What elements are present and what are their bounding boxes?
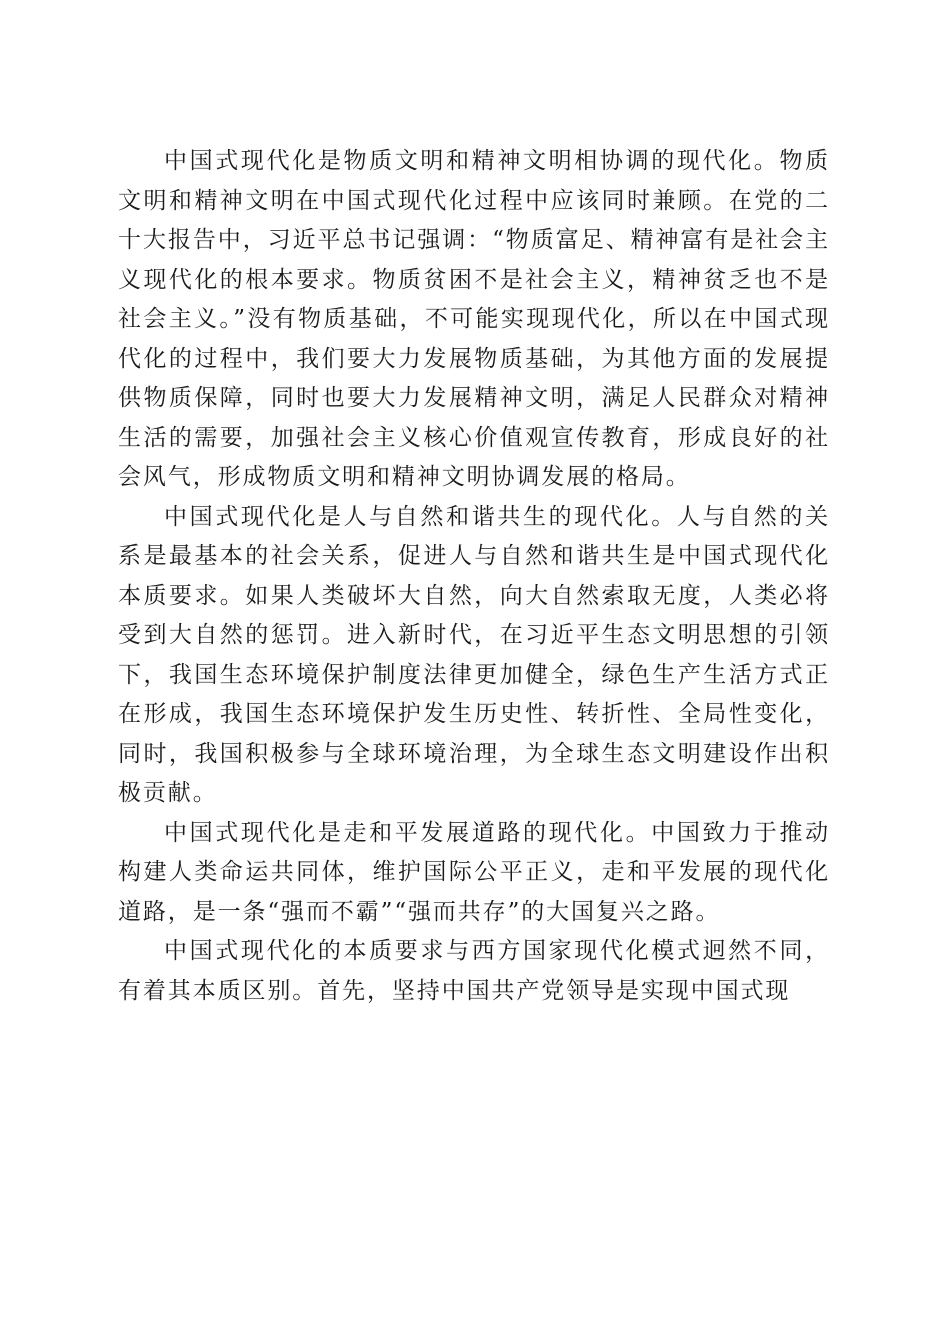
body-text [118, 142, 830, 1011]
paragraph-peaceful-development: 中国式现代化是走和平发展道路的现代化。中国致力于推动构建人类命运共同体，维护国际公平正义，走和平发展的现代化道路，是一条“强而不霸”“强而共存”的大国复兴之路。 [118, 819, 830, 925]
paragraph-material-spiritual: 中国式现代化是物质文明和精神文明相协调的现代化。物质文明和精神文明在中国式现代化过程中应该同时兼顾。在党的二十大报告中，习近平总书记强调：“物质富足、精神富有是社会主义现代化的根本要求。物质贫困不是社会主义，精神贫乏也不是社会主义。”没有物质基础，不可能实现现代化，所以在中国式现代化的过程中，我们要大力发展物质基础，为其他方面的发展提供物质保障，同时也要大力发展精神文明，满足人民群众对精神生活的需要，加强社会主义核心价值观宣传教育，形成良好的社会风气，形成物质文明和精神文明协调发展的格局。 [118, 148, 830, 490]
paragraph-harmony-nature: 中国式现代化是人与自然和谐共生的现代化。人与自然的关系是最基本的社会关系，促进人与自然和谐共生是中国式现代化本质要求。如果人类破坏大自然，向大自然索取无度，人类必将受到大自然的惩罚。进入新时代，在习近平生态文明思想的引领下，我国生态环境保护制度法律更加健全，绿色生产生活方式正在形成，我国生态环境保护发生历史性、转折性、全局性变化，同时，我国积极参与全球环境治理，为全球生态文明建设作出积极贡献。 [118, 503, 830, 806]
paragraph-essential-requirements: 中国式现代化的本质要求与西方国家现代化模式迥然不同，有着其本质区别。首先，坚持中国共产党领导是实现中国式现 [118, 938, 830, 1004]
